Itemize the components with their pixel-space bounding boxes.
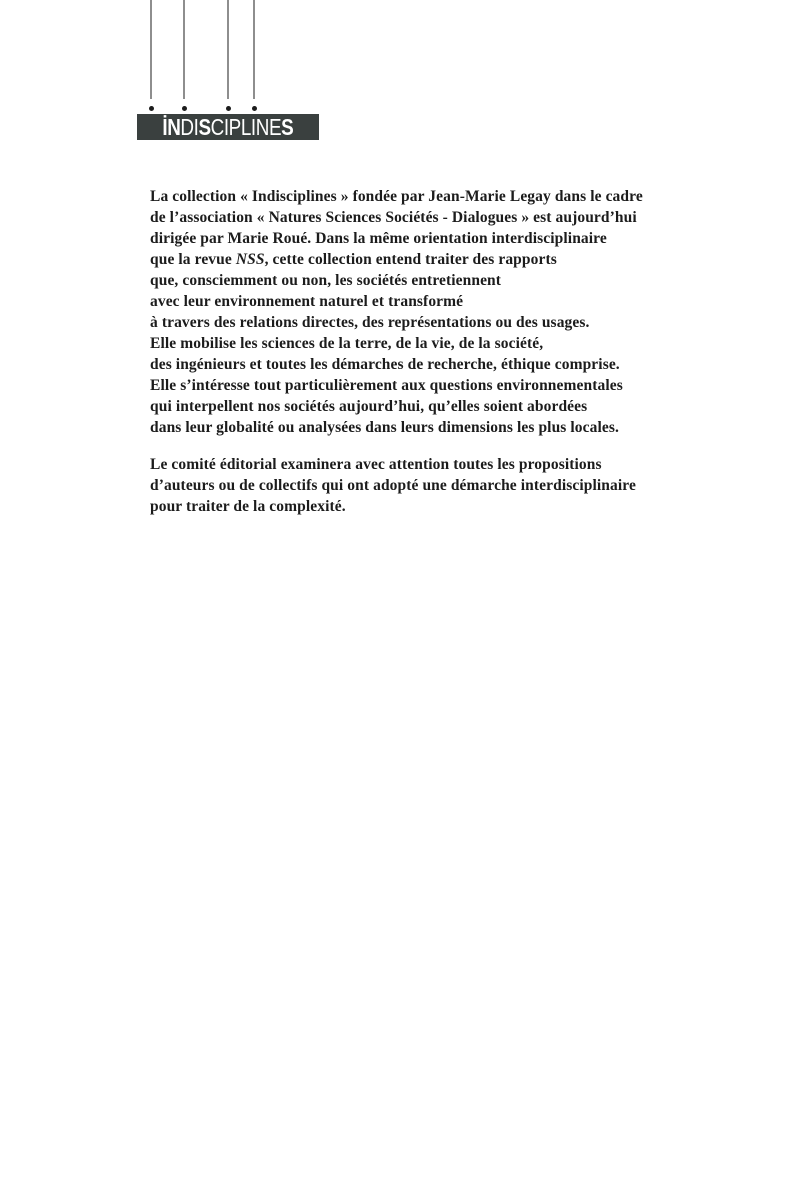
text-line: que, consciemment ou non, les sociétés entretiennent — [150, 272, 502, 289]
text-line: des ingénieurs et toutes les démarches de recherche, éthique comprise. — [150, 356, 620, 373]
collection-description — [150, 186, 660, 517]
text-line: de l’association « Natures Sciences Sociétés - Dialogues » est aujourd’hui — [150, 209, 637, 226]
pendulum-line — [183, 0, 185, 99]
intro-paragraph — [150, 186, 660, 438]
text-line: dirigée par Marie Roué. Dans la même orientation interdisciplinaire — [150, 230, 607, 247]
pendulum-dot-icon — [252, 106, 257, 111]
text-line: que la revue NSS, cette collection entend traiter des rapports — [150, 251, 557, 268]
pendulum-line — [227, 0, 229, 99]
text-line: avec leur environnement naturel et transformé — [150, 293, 464, 310]
text-line: Elle s’intéresse tout particulièrement aux questions environnementales — [150, 377, 623, 394]
pendulum-dot-icon — [149, 106, 154, 111]
text-line: d’auteurs ou de collectifs qui ont adopté une démarche interdisciplinaire — [150, 477, 636, 494]
pendulum-line — [253, 0, 255, 99]
indisciplines-logo — [137, 114, 319, 140]
text-line: İNDISCIPLINES — [162, 114, 294, 140]
text-line: dans leur globalité ou analysées dans leurs dimensions les plus locales. — [150, 419, 619, 436]
editorial-committee-paragraph — [150, 454, 660, 517]
pendulum-line — [150, 0, 152, 99]
pendulum-dot-icon — [182, 106, 187, 111]
text-line: à travers des relations directes, des représentations ou des usages. — [150, 314, 590, 331]
text-line: qui interpellent nos sociétés aujourd’hui, qu’elles soient abordées — [150, 398, 588, 415]
text-line: La collection « Indisciplines » fondée par Jean-Marie Legay dans le cadre — [150, 188, 643, 205]
pendulum-dot-icon — [226, 106, 231, 111]
text-line: Le comité éditorial examinera avec attention toutes les propositions — [150, 456, 602, 473]
text-line: pour traiter de la complexité. — [150, 498, 346, 515]
text-line: Elle mobilise les sciences de la terre, de la vie, de la société, — [150, 335, 544, 352]
